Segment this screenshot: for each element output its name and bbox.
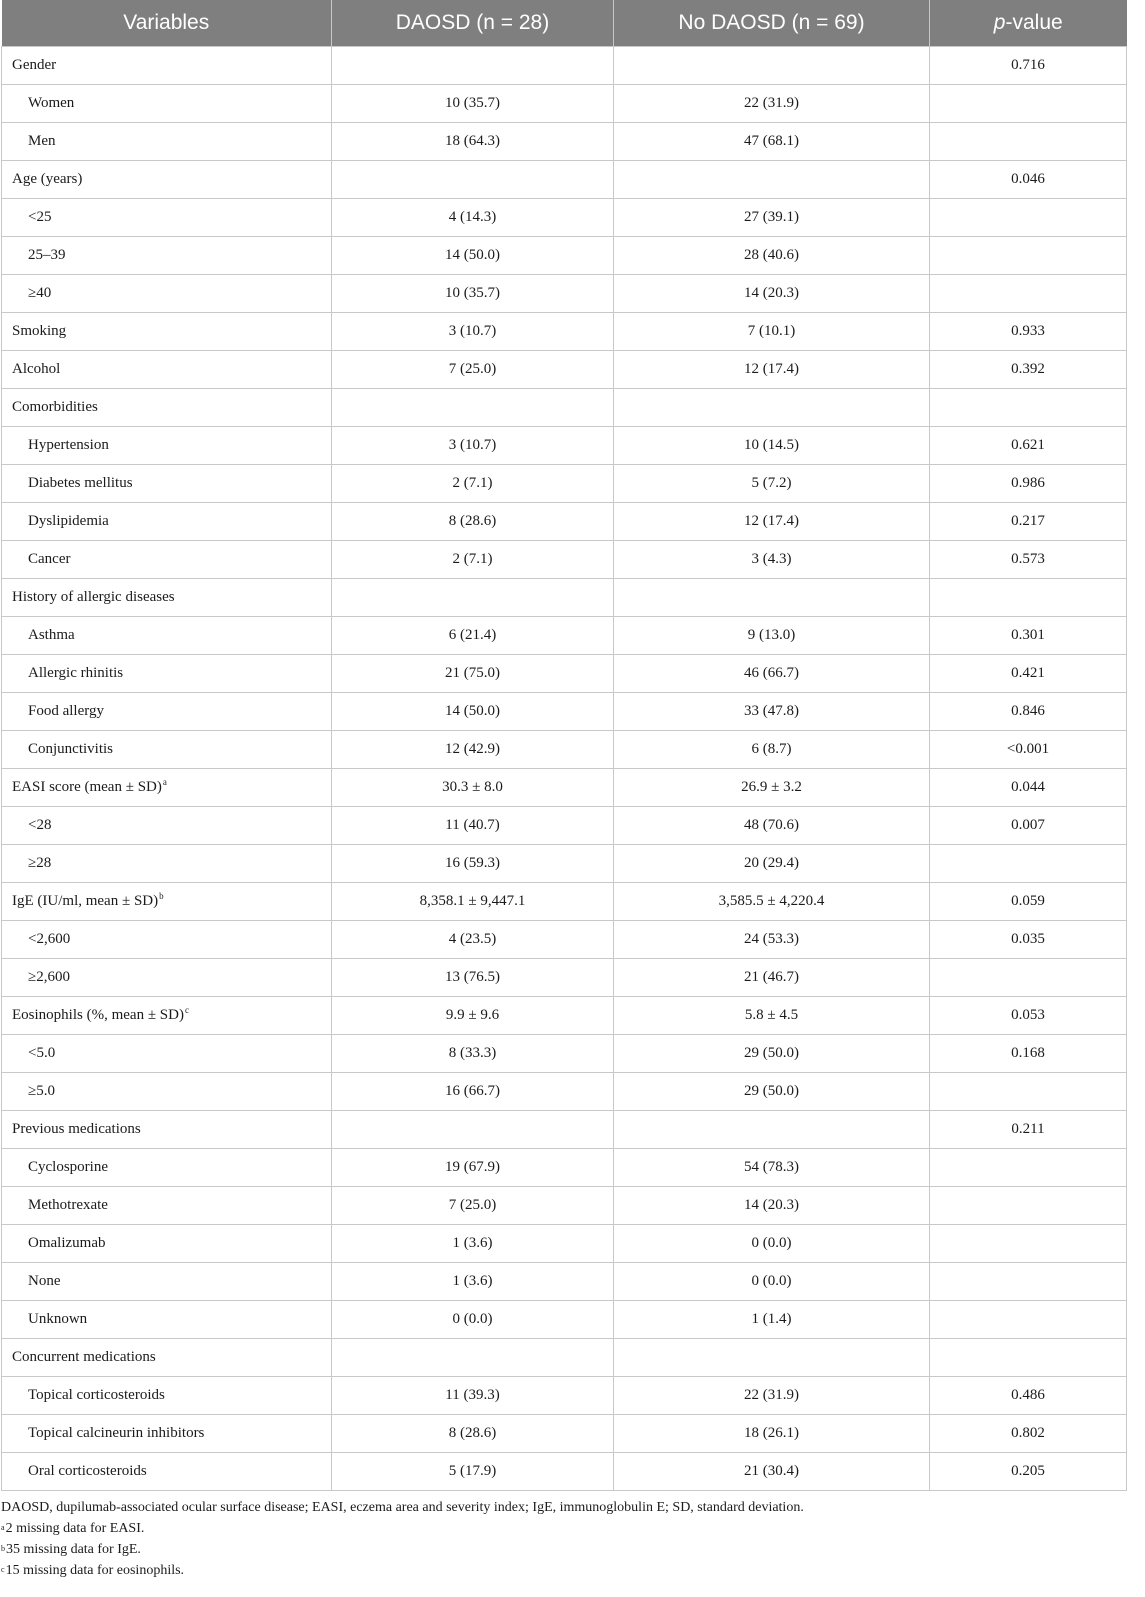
cell-variable — [2, 1263, 332, 1301]
variable-label: IgE (IU/ml, mean ± SD) — [12, 893, 159, 909]
table-row — [2, 1225, 1127, 1263]
table-row — [2, 427, 1127, 465]
cell-no-daosd: 27 (39.1) — [614, 199, 930, 237]
cell-no-daosd: 28 (40.6) — [614, 237, 930, 275]
cell-variable — [2, 1035, 332, 1073]
variable-label: Topical calcineurin inhibitors — [28, 1425, 205, 1441]
cell-variable — [2, 199, 332, 237]
cell-variable — [2, 161, 332, 199]
cell-daosd: 8 (33.3) — [332, 1035, 614, 1073]
cell-p-value: 0.007 — [930, 807, 1127, 845]
cell-p-value — [930, 959, 1127, 997]
variable-label: Methotrexate — [28, 1197, 108, 1213]
cell-daosd: 14 (50.0) — [332, 237, 614, 275]
cell-daosd: 3 (10.7) — [332, 313, 614, 351]
cell-daosd: 7 (25.0) — [332, 1187, 614, 1225]
cell-no-daosd — [614, 389, 930, 427]
footnote-marker: a — [162, 777, 167, 787]
table-row — [2, 807, 1127, 845]
footnote-a-marker: a — [1, 1523, 5, 1532]
cell-daosd: 7 (25.0) — [332, 351, 614, 389]
footnote-c-marker: c — [1, 1565, 5, 1574]
table-row — [2, 351, 1127, 389]
table-row — [2, 465, 1127, 503]
header-variables: Variables — [2, 0, 332, 47]
cell-variable — [2, 465, 332, 503]
cell-daosd: 16 (59.3) — [332, 845, 614, 883]
table-row — [2, 389, 1127, 427]
header-no-daosd: No DAOSD (n = 69) — [614, 0, 930, 47]
cell-no-daosd: 5.8 ± 4.5 — [614, 997, 930, 1035]
cell-daosd: 4 (23.5) — [332, 921, 614, 959]
cell-variable — [2, 845, 332, 883]
variable-label: ≥40 — [28, 285, 52, 301]
cell-no-daosd: 0 (0.0) — [614, 1263, 930, 1301]
cell-variable — [2, 1377, 332, 1415]
cell-daosd — [332, 1111, 614, 1149]
cell-daosd — [332, 161, 614, 199]
table-row — [2, 237, 1127, 275]
table-row — [2, 1073, 1127, 1111]
cell-no-daosd: 24 (53.3) — [614, 921, 930, 959]
cell-p-value: 0.168 — [930, 1035, 1127, 1073]
cell-daosd: 8,358.1 ± 9,447.1 — [332, 883, 614, 921]
variable-label: Conjunctivitis — [28, 741, 114, 757]
cell-variable — [2, 313, 332, 351]
cell-variable — [2, 389, 332, 427]
variable-label: Comorbidities — [12, 399, 98, 415]
cell-variable — [2, 807, 332, 845]
table-body — [2, 47, 1127, 1491]
variable-label: <25 — [28, 209, 52, 225]
cell-no-daosd: 22 (31.9) — [614, 85, 930, 123]
footnote-c — [1, 1560, 1128, 1581]
cell-no-daosd: 12 (17.4) — [614, 503, 930, 541]
table-row — [2, 1301, 1127, 1339]
cell-p-value: 0.046 — [930, 161, 1127, 199]
table-row — [2, 655, 1127, 693]
cell-variable — [2, 769, 332, 807]
cell-no-daosd — [614, 1339, 930, 1377]
variable-label: Men — [28, 133, 56, 149]
cell-p-value — [930, 1073, 1127, 1111]
cell-p-value — [930, 845, 1127, 883]
cell-no-daosd: 21 (46.7) — [614, 959, 930, 997]
variable-label: Hypertension — [28, 437, 109, 453]
cell-no-daosd: 47 (68.1) — [614, 123, 930, 161]
cell-daosd: 9.9 ± 9.6 — [332, 997, 614, 1035]
cell-daosd: 2 (7.1) — [332, 541, 614, 579]
table-row — [2, 275, 1127, 313]
cell-no-daosd: 46 (66.7) — [614, 655, 930, 693]
cell-variable — [2, 617, 332, 655]
cell-variable — [2, 1111, 332, 1149]
cell-p-value — [930, 1187, 1127, 1225]
table-row — [2, 731, 1127, 769]
cell-variable — [2, 1225, 332, 1263]
table-row — [2, 769, 1127, 807]
cell-daosd: 10 (35.7) — [332, 85, 614, 123]
table-row — [2, 1111, 1127, 1149]
cell-daosd: 3 (10.7) — [332, 427, 614, 465]
table-row — [2, 1263, 1127, 1301]
cell-daosd: 14 (50.0) — [332, 693, 614, 731]
cell-daosd: 6 (21.4) — [332, 617, 614, 655]
table-row — [2, 85, 1127, 123]
footnote-b-text: 35 missing data for IgE. — [6, 1542, 141, 1557]
cell-no-daosd: 29 (50.0) — [614, 1073, 930, 1111]
header-row — [2, 0, 1127, 47]
cell-variable — [2, 731, 332, 769]
cell-daosd: 0 (0.0) — [332, 1301, 614, 1339]
table-row — [2, 503, 1127, 541]
variable-label: Concurrent medications — [12, 1349, 156, 1365]
variable-label: Diabetes mellitus — [28, 475, 133, 491]
cell-no-daosd: 9 (13.0) — [614, 617, 930, 655]
cell-p-value — [930, 1339, 1127, 1377]
cell-no-daosd: 1 (1.4) — [614, 1301, 930, 1339]
cell-variable — [2, 275, 332, 313]
variable-label: History of allergic diseases — [12, 589, 175, 605]
cell-variable — [2, 85, 332, 123]
cell-p-value — [930, 275, 1127, 313]
cell-daosd — [332, 1339, 614, 1377]
cell-variable — [2, 997, 332, 1035]
variable-label: Omalizumab — [28, 1235, 106, 1251]
variable-label: ≥5.0 — [28, 1083, 55, 1099]
footnote-marker: c — [184, 1005, 189, 1015]
cell-no-daosd: 7 (10.1) — [614, 313, 930, 351]
cell-daosd — [332, 389, 614, 427]
cell-daosd: 16 (66.7) — [332, 1073, 614, 1111]
cell-p-value — [930, 389, 1127, 427]
cell-p-value: 0.301 — [930, 617, 1127, 655]
variable-label: Cyclosporine — [28, 1159, 108, 1175]
cell-daosd: 30.3 ± 8.0 — [332, 769, 614, 807]
cell-variable — [2, 351, 332, 389]
variable-label: Allergic rhinitis — [28, 665, 124, 681]
table-row — [2, 617, 1127, 655]
variable-label: None — [28, 1273, 61, 1289]
header-daosd: DAOSD (n = 28) — [332, 0, 614, 47]
variable-label: Dyslipidemia — [28, 513, 109, 529]
cell-p-value: 0.059 — [930, 883, 1127, 921]
cell-daosd: 1 (3.6) — [332, 1225, 614, 1263]
cell-daosd: 13 (76.5) — [332, 959, 614, 997]
variable-label: ≥2,600 — [28, 969, 70, 985]
table-row — [2, 997, 1127, 1035]
cell-no-daosd: 21 (30.4) — [614, 1453, 930, 1491]
table-row — [2, 1453, 1127, 1491]
table-row — [2, 1187, 1127, 1225]
variable-label: Smoking — [12, 323, 67, 339]
cell-no-daosd: 10 (14.5) — [614, 427, 930, 465]
cell-variable — [2, 123, 332, 161]
cell-variable — [2, 47, 332, 85]
cell-no-daosd — [614, 47, 930, 85]
variable-label: Eosinophils (%, mean ± SD) — [12, 1007, 184, 1023]
cell-p-value — [930, 1149, 1127, 1187]
variable-label: Age (years) — [12, 171, 83, 187]
header-p-value — [930, 0, 1127, 47]
table-footnotes — [1, 1497, 1128, 1581]
cell-p-value — [930, 199, 1127, 237]
cell-p-value: 0.846 — [930, 693, 1127, 731]
cell-p-value: 0.053 — [930, 997, 1127, 1035]
variable-label: Alcohol — [12, 361, 61, 377]
cell-variable — [2, 1415, 332, 1453]
table-row — [2, 1149, 1127, 1187]
table-row — [2, 921, 1127, 959]
cell-variable — [2, 883, 332, 921]
table-row — [2, 1415, 1127, 1453]
table-row — [2, 693, 1127, 731]
table-row — [2, 579, 1127, 617]
table-row — [2, 959, 1127, 997]
cell-p-value: <0.001 — [930, 731, 1127, 769]
cell-p-value: 0.205 — [930, 1453, 1127, 1491]
cell-no-daosd: 0 (0.0) — [614, 1225, 930, 1263]
cell-daosd: 8 (28.6) — [332, 503, 614, 541]
cell-variable — [2, 921, 332, 959]
table-row — [2, 199, 1127, 237]
cell-no-daosd: 54 (78.3) — [614, 1149, 930, 1187]
cell-variable — [2, 237, 332, 275]
cell-variable — [2, 503, 332, 541]
table-row — [2, 161, 1127, 199]
cell-p-value: 0.486 — [930, 1377, 1127, 1415]
table-row — [2, 883, 1127, 921]
cell-no-daosd: 33 (47.8) — [614, 693, 930, 731]
cell-variable — [2, 1339, 332, 1377]
cell-p-value: 0.933 — [930, 313, 1127, 351]
cell-p-value — [930, 1301, 1127, 1339]
cell-p-value — [930, 1225, 1127, 1263]
table-row — [2, 47, 1127, 85]
footnote-b — [1, 1539, 1128, 1560]
cell-variable — [2, 1073, 332, 1111]
cell-variable — [2, 1149, 332, 1187]
cell-variable — [2, 579, 332, 617]
cell-no-daosd: 6 (8.7) — [614, 731, 930, 769]
cell-p-value: 0.421 — [930, 655, 1127, 693]
cell-variable — [2, 1187, 332, 1225]
cell-p-value: 0.035 — [930, 921, 1127, 959]
variable-label: 25–39 — [28, 247, 66, 263]
cell-daosd: 8 (28.6) — [332, 1415, 614, 1453]
cell-p-value: 0.986 — [930, 465, 1127, 503]
cell-no-daosd: 3 (4.3) — [614, 541, 930, 579]
cell-daosd: 4 (14.3) — [332, 199, 614, 237]
footnote-marker: b — [159, 891, 164, 901]
cell-variable — [2, 959, 332, 997]
table-row — [2, 1377, 1127, 1415]
variable-label: ≥28 — [28, 855, 52, 871]
variable-label: EASI score (mean ± SD) — [12, 779, 162, 795]
variable-label: Unknown — [28, 1311, 88, 1327]
cell-p-value — [930, 85, 1127, 123]
variable-label: Food allergy — [28, 703, 104, 719]
footnote-a-text: 2 missing data for EASI. — [5, 1521, 145, 1536]
cell-daosd: 11 (39.3) — [332, 1377, 614, 1415]
cell-no-daosd: 22 (31.9) — [614, 1377, 930, 1415]
cell-daosd: 10 (35.7) — [332, 275, 614, 313]
variable-label: <2,600 — [28, 931, 71, 947]
variable-label: <28 — [28, 817, 52, 833]
cell-p-value — [930, 123, 1127, 161]
cell-daosd: 11 (40.7) — [332, 807, 614, 845]
cell-daosd: 2 (7.1) — [332, 465, 614, 503]
cell-daosd — [332, 47, 614, 85]
cell-daosd: 18 (64.3) — [332, 123, 614, 161]
variable-label: Cancer — [28, 551, 71, 567]
cell-no-daosd: 5 (7.2) — [614, 465, 930, 503]
cell-no-daosd: 14 (20.3) — [614, 1187, 930, 1225]
cell-p-value: 0.044 — [930, 769, 1127, 807]
variable-label: Gender — [12, 57, 57, 73]
cell-p-value: 0.621 — [930, 427, 1127, 465]
cell-variable — [2, 1453, 332, 1491]
cell-no-daosd: 29 (50.0) — [614, 1035, 930, 1073]
variable-label: <5.0 — [28, 1045, 56, 1061]
cell-daosd: 5 (17.9) — [332, 1453, 614, 1491]
cell-no-daosd: 48 (70.6) — [614, 807, 930, 845]
cell-daosd: 19 (67.9) — [332, 1149, 614, 1187]
header-p-italic: p — [993, 11, 1006, 34]
variable-label: Oral corticosteroids — [28, 1463, 147, 1479]
cell-no-daosd: 3,585.5 ± 4,220.4 — [614, 883, 930, 921]
table-header — [2, 0, 1127, 47]
variable-label: Previous medications — [12, 1121, 141, 1137]
cell-no-daosd: 12 (17.4) — [614, 351, 930, 389]
cell-daosd: 12 (42.9) — [332, 731, 614, 769]
footnote-b-marker: b — [1, 1544, 5, 1553]
cell-p-value — [930, 237, 1127, 275]
cell-no-daosd: 26.9 ± 3.2 — [614, 769, 930, 807]
table-row — [2, 1035, 1127, 1073]
cell-daosd: 1 (3.6) — [332, 1263, 614, 1301]
cell-variable — [2, 655, 332, 693]
footnote-c-text: 15 missing data for eosinophils. — [5, 1563, 185, 1578]
table-row — [2, 845, 1127, 883]
cell-p-value — [930, 1263, 1127, 1301]
cell-daosd — [332, 579, 614, 617]
table-row — [2, 1339, 1127, 1377]
table-row — [2, 313, 1127, 351]
cell-no-daosd: 18 (26.1) — [614, 1415, 930, 1453]
variable-label: Topical corticosteroids — [28, 1387, 165, 1403]
table-row — [2, 123, 1127, 161]
cell-no-daosd — [614, 161, 930, 199]
cell-p-value: 0.573 — [930, 541, 1127, 579]
cell-variable — [2, 541, 332, 579]
header-p-suffix: -value — [1005, 11, 1063, 34]
variable-label: Asthma — [28, 627, 75, 643]
cell-p-value — [930, 579, 1127, 617]
cell-variable — [2, 427, 332, 465]
characteristics-table — [1, 0, 1127, 1491]
cell-p-value: 0.392 — [930, 351, 1127, 389]
cell-variable — [2, 693, 332, 731]
footnote-a — [1, 1518, 1128, 1539]
cell-p-value: 0.802 — [930, 1415, 1127, 1453]
cell-variable — [2, 1301, 332, 1339]
cell-no-daosd: 20 (29.4) — [614, 845, 930, 883]
variable-label: Women — [28, 95, 75, 111]
cell-p-value: 0.716 — [930, 47, 1127, 85]
table-row — [2, 541, 1127, 579]
cell-daosd: 21 (75.0) — [332, 655, 614, 693]
cell-no-daosd: 14 (20.3) — [614, 275, 930, 313]
cell-p-value: 0.217 — [930, 503, 1127, 541]
cell-p-value: 0.211 — [930, 1111, 1127, 1149]
cell-no-daosd — [614, 579, 930, 617]
footnote-abbreviations: DAOSD, dupilumab-associated ocular surface disease; EASI, eczema area and severity index; IgE, immunoglobulin E; SD, standard deviation. — [1, 1500, 804, 1515]
cell-no-daosd — [614, 1111, 930, 1149]
